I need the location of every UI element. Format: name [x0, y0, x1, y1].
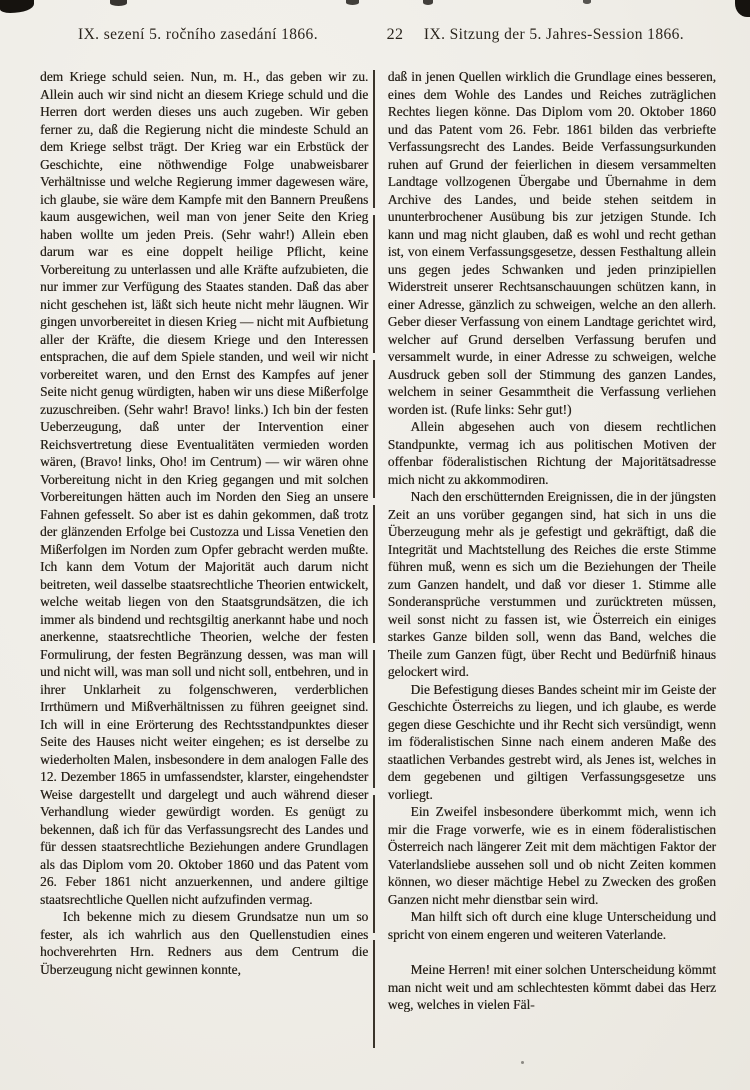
scan-artifact — [110, 0, 127, 6]
paragraph: Die Befestigung dieses Bandes scheint mir im Geiste der Geschichte Österreichs zu liegen, und ich glaube, es werde gegen diese Geschichte und ihr Recht sich versündigt, wenn im föderalistischen Sinne nach einem anderen Maße des staatlichen Verbandes gestrebt wird, als Jenes ist, welches in dem gegebenen und giltigen Verfassungsgesetze uns vorliegt. — [387, 681, 716, 802]
scan-artifact — [521, 1061, 524, 1064]
scan-artifact — [735, 0, 750, 17]
left-column — [40, 68, 368, 978]
page-number: 22 — [386, 26, 404, 43]
page-header — [40, 26, 714, 44]
paragraph: Meine Herren! mit einer solchen Unterscheidung kömmt man nicht weit und am schlechtesten kömmt dabei das Herz weg, welches in vielen Fäl- — [387, 962, 716, 1012]
paragraph: Ein Zweifel insbesondere überkommt mich, wenn ich mir die Frage vorwerfe, wie es in einem föderalistischen Österreich nach längerer Zeit mit dem mächtigen Faktor der Vaterlandsliebe aussehen soll und ob nicht Zeiten kommen können, wo dieser mächtige Hebel zu Zwecken des großen Ganzen nicht mehr dienstbar sein wird. — [387, 804, 716, 907]
paragraph: Man hilft sich oft durch eine kluge Unterscheidung und spricht von einem engeren und weiteren Vaterlande. — [387, 909, 716, 942]
header-title-czech: IX. sezení 5. ročního zasedání 1866. — [78, 26, 318, 43]
header-title-german: IX. Sitzung der 5. Jahres-Session 1866. — [423, 26, 685, 43]
scan-artifact — [0, 0, 34, 13]
paragraph: Allein abgesehen auch von diesem rechtlichen Standpunkte, vermag ich aus politischen Motiven der offenbar föderalistischen Richtung der Majoritätsadresse mich nicht zu akkommodiren. — [387, 419, 716, 487]
paragraph: daß in jenen Quellen wirklich die Grundlage eines besseren, eines dem Wohle des Landes und Reiches zuträglichen Rechtes liegen könne. Das Diplom vom 20. Oktober 1860 und das Patent vom 26. Febr. 1861 bilden das verbriefte Verfassungsrecht des Landes. Beide Verfassungsurkunden ruhen auf Grund der feierlichen in diesem versammelten Landtage vollzogenen Übergabe und Übernahme in dem Archive des Landes, und beide stehen seitdem in ununterbrochener Ausübung bis zur jetzigen Stunde. Ich kann und mag nicht glauben, daß es wohl und recht gethan ist, von einem Verfassungsgesetze, dessen Festhaltung allein uns gegen jedes Schwanken und jeden prinzipiellen Widerstreit unserer Rechtsanschauungen schützen kann, in einer Adresse, gänzlich zu schweigen, welche an den allerh. Geber dieser Verfassung von einem Landtage gerichtet wird, welcher auf Grund derselben Verfassung berufen und versammelt wurde, in einer Adresse zu schweigen, welche Ausdruck geben soll der Stimmung des ganzen Landes, welchem in seiner Gesammtheit die Verfassung verliehen worden ist. (Rufe links: Sehr gut!) — [387, 69, 716, 417]
paragraph: Nach den erschütternden Ereignissen, die in der jüngsten Zeit an uns vorüber gegangen sind, hat sich in uns die Überzeugung mehr als je gefestigt und gekräftigt, daß die Integrität und Machtstellung des Reiches die erste Stimme führen muß, wenn es sich um die Beziehungen der Theile zum Ganzen handelt, und daß vor dieser 1. Stimme alle Sonderansprüche verstummen und zurücktreten müssen, weil sonst nicht zu fassen ist, wie Österreich ein einiges starkes Ganze bilden soll, wenn das Band, welches die Theile zum Ganzen fügt, über Recht und Bedürfniß hinaus gelockert wird. — [387, 489, 716, 679]
scan-artifact — [423, 0, 433, 5]
right-column — [388, 68, 716, 1014]
column-divider-rule — [373, 70, 375, 1048]
paragraph: dem Kriege schuld seien. Nun, m. H., das geben wir zu. Allein auch wir sind nicht an diesem Kriege schuld und die Herren dort werden dieses uns auch zugeben. Wir geben ferner zu, daß die Regierung nicht die mindeste Schuld an dem Kriege selbst trägt. Der Krieg war ein Erbstück der Geschichte, eine nöthwendige Folge unabweisbarer Verhältnisse und welche Regierung immer dagewesen wäre, ich glaube, sie wäre dem Kampfe mit den Bannern Preußens kaum ausgewichen, weil man von jener Seite den Krieg haben wollte um jeden Preis. (Sehr wahr!) Allein eben darum war es eine doppelt heilige Pflicht, keine Vorbereitung zu unterlassen und alle Kräfte aufzubieten, die nur immer zur Verfügung des Staates standen. Daß das aber nicht geschehen ist, läßt sich heute nicht mehr läugnen. Wir gingen unvorbereitet in diesen Krieg — nicht mit Aufbietung aller der Kräfte, die diesem Kriege und den Interessen entsprachen, die auf dem Spiele standen, und weil wir nicht vorbereitet waren, und den Ernst des Kampfes auf jener Seite nicht genug würdigten, haben wir uns diese Mißerfolge zuzuschreiben. (Sehr wahr! Bravo! links.) Ich bin der festen Ueberzeugung, daß unter der Intervention einer Reichsvertretung diese Eventualitäten vermieden worden wären, (Bravo! links, Oho! im Centrum) — wir wären ohne Vorbereitung nicht in den Krieg gegangen und mit solchen Vorbereitungen hätten auch im Norden den Sieg an unsere Fahnen gefesselt. So aber ist es dahin gekommen, daß trotz der glänzenden Erfolge bei Custozza und Lissa Venetien den Mißerfolgen im Norden zum Opfer gebracht werden mußte. Ich kann dem Votum der Majorität auch darum nicht beitreten, weil dasselbe staatsrechtliche Theorien entwickelt, welche weitab liegen von den Staatsgrundsätzen, die ich immer als bindend und rechtsgiltig anerkannt habe und noch anerkenne, staatsrechtliche Theorien, welche der festen Formulirung, der festen Begränzung dessen, was man will und nicht will, was man soll und nicht soll, entbehren, und in ihrer Unklarheit zu folgenschweren, verderblichen Irrthümern und Mißverhältnissen zu führen geeignet sind. Ich will in eine Erörterung des Rechtsstandpunktes dieser Seite des Hauses nicht weiter eingehen; es ist derselbe zu wiederholten Malen, insbesondere in dem analogen Falle des 12. Dezember 1865 in umfassendster, klarster, eingehendster Weise dargestellt und dargelegt und auch während dieser Verhandlung wieder gewürdigt worden. Es genügt zu bekennen, daß ich für das Verfassungsrecht des Landes und für dessen staatsrechtliche Beziehungen andere Grundlagen als das Diplom vom 20. Oktober 1860 und das Patent vom 26. Feber 1861 nicht anzuerkennen, und andere giltige staatsrechtliche Quellen nicht aufzufinden vermag. — [40, 69, 369, 907]
page-body — [40, 68, 716, 1048]
scan-artifact — [583, 0, 591, 4]
scan-artifact — [346, 0, 359, 5]
paragraph: Ich bekenne mich zu diesem Grundsatze nun um so fester, als ich wahrlich aus den Quellenstudien eines hochverehrten Hrn. Redners aus dem Centrum die Überzeugung nicht gewinnen konnte, — [40, 909, 369, 977]
